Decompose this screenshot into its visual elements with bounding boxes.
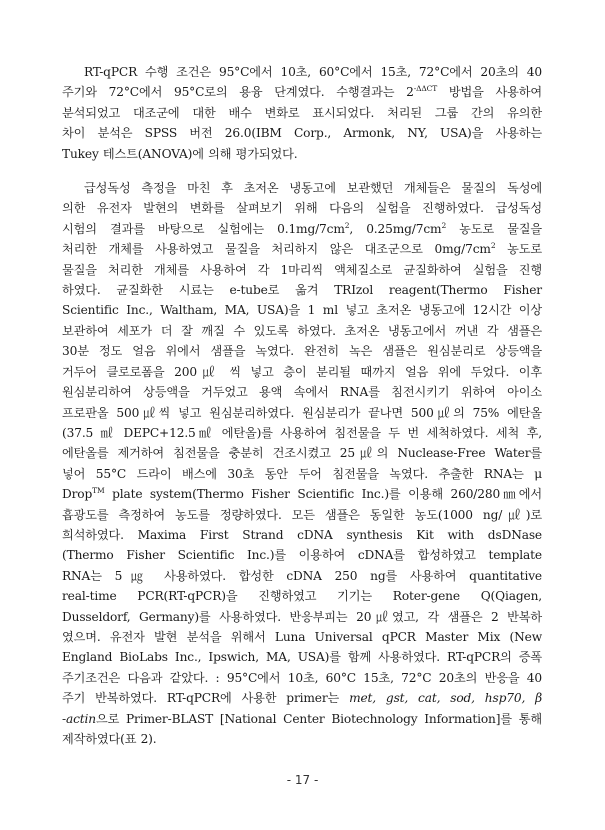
text-run: 넣어 55°C 드라이 배스에 30초 동안 두어 침전물을 녹였다. 추출한 RNA는 μ bbox=[62, 466, 542, 481]
document-page bbox=[62, 62, 542, 749]
text-run: real-time PCR(RT-qPCR)을 진행하였고 기기는 Roter-gene Q(Qiagen, bbox=[62, 589, 542, 604]
text-run: RT-qPCR 수행 조건은 95°C에서 10초, 60°C에서 15초, 72°C에서 20초의 40 bbox=[84, 65, 542, 79]
text-run: , 0.25mg/7cm bbox=[349, 221, 442, 236]
text-run: 시험의 결과를 바탕으로 실험에는 0.1mg/7cm bbox=[62, 221, 345, 236]
text-line bbox=[62, 280, 542, 300]
text-run: 하였다. 균질화한 시료는 e-tube로 옮겨 TRIzol reagent(Thermo Fisher bbox=[62, 283, 542, 298]
text-run: 주기와 72°C에서 95°C로의 용융 단계였다. 수행결과는 2 bbox=[62, 85, 414, 100]
text-line bbox=[62, 321, 542, 341]
text-line bbox=[62, 709, 542, 729]
text-run: (37.5 ㎖ DEPC+12.5㎖ 에탄올)를 사용하여 침전물을 두 번 세척하였다. 세척 후, bbox=[62, 425, 542, 440]
text-line bbox=[62, 647, 542, 667]
text-line bbox=[62, 103, 542, 123]
text-line bbox=[62, 607, 542, 627]
gene-name-italic: -actin bbox=[62, 711, 96, 726]
text-run: 으로 Primer-BLAST [National Center Biotechnology Information]를 통해 bbox=[95, 711, 542, 726]
text-run: 처리한 개체를 사용하였고 물질을 처리하지 않은 대조군으로 0mg/7cm bbox=[62, 242, 491, 257]
text-line bbox=[62, 586, 542, 606]
text-line bbox=[62, 505, 542, 525]
superscript-trademark: TM bbox=[92, 486, 105, 496]
paragraph-rna-extraction-method bbox=[62, 178, 542, 749]
text-run: England BioLabs Inc., Ipswich, MA, USA)를 함께 사용하였다. RT-qPCR의 증폭 bbox=[62, 650, 542, 665]
text-line bbox=[62, 627, 542, 647]
text-run: 원심분리하여 상등액을 거두었고 용액 속에서 RNA를 침전시키기 위하여 아이소 bbox=[62, 385, 542, 400]
text-line bbox=[62, 443, 542, 463]
text-line bbox=[62, 62, 542, 82]
text-run: RNA는 5㎍ 사용하였다. 합성한 cDNA 250 ng를 사용하여 quantitative bbox=[62, 568, 542, 583]
superscript-squared: 2 bbox=[344, 220, 350, 230]
text-line bbox=[62, 260, 542, 280]
text-line bbox=[62, 300, 542, 320]
text-line bbox=[62, 239, 542, 259]
text-line bbox=[62, 545, 542, 565]
text-line bbox=[62, 566, 542, 586]
text-run: 주기조건은 다음과 같았다. : 95°C에서 10초, 60°C 15초, 72°C 20초의 반응을 40 bbox=[62, 670, 542, 685]
text-run: 농도로 bbox=[495, 242, 543, 257]
text-run: 거두어 클로로폼을 200㎕ 씩 넣고 층이 분리될 때까지 얼음 위에 두었다. 이후 bbox=[62, 364, 542, 379]
text-line bbox=[62, 484, 542, 504]
text-run: 분석되었고 대조군에 대한 배수 변화로 표시되었다. 처리된 그룹 간의 유의한 bbox=[62, 105, 542, 120]
text-run: 30분 정도 얼음 위에서 샘플을 녹였다. 완전히 녹은 샘플은 원심분리로 상등액을 bbox=[62, 344, 542, 359]
text-run: 프로판올 500㎕씩 넣고 원심분리하였다. 원심분리가 끝나면 500㎕의 75% 에탄올 bbox=[62, 405, 542, 420]
text-line bbox=[62, 144, 542, 164]
text-line bbox=[62, 198, 542, 218]
superscript-delta-delta-ct: -ΔΔCT bbox=[413, 84, 438, 94]
text-run: 급성독성 측정을 마친 후 초저온 냉동고에 보관했던 개체들은 물질의 독성에 bbox=[84, 181, 542, 196]
text-line bbox=[62, 688, 542, 708]
text-run: 방법을 사용하여 bbox=[437, 85, 543, 100]
superscript-squared: 2 bbox=[441, 220, 447, 230]
page-number: - 17 - bbox=[286, 773, 319, 787]
text-line bbox=[62, 668, 542, 688]
superscript-squared: 2 bbox=[490, 241, 496, 251]
text-line bbox=[62, 525, 542, 545]
text-line bbox=[62, 82, 542, 102]
text-line bbox=[62, 123, 542, 143]
text-run: 였으며. 유전자 발현 분석을 위해서 Luna Universal qPCR Master Mix (New bbox=[62, 629, 542, 644]
text-line bbox=[62, 423, 542, 443]
text-run: 의한 유전자 발현의 변화를 살펴보기 위해 다음의 실험을 진행하였다. 급성독성 bbox=[62, 201, 542, 216]
text-run: plate system(Thermo Fisher Scientific Inc.)를 이용해 260/280㎚에서 bbox=[104, 487, 542, 502]
text-line bbox=[62, 729, 542, 749]
text-line bbox=[62, 464, 542, 484]
text-line bbox=[62, 178, 542, 198]
text-line bbox=[62, 219, 542, 239]
text-run: 제작하였다(표 2). bbox=[62, 732, 157, 746]
text-run: Scientific Inc., Waltham, MA, USA)을 1 ml 넣고 초저온 냉동고에 12시간 이상 bbox=[62, 303, 542, 318]
text-line bbox=[62, 382, 542, 402]
text-run: 차이 분석은 SPSS 버전 26.0(IBM Corp., Armonk, NY, USA)을 사용하는 bbox=[62, 126, 542, 141]
paragraph-rtqpcr-conditions bbox=[62, 62, 542, 164]
text-line bbox=[62, 341, 542, 361]
text-run: Tukey 테스트(ANOVA)에 의해 평가되었다. bbox=[62, 146, 298, 161]
text-run: 농도로 물질을 bbox=[446, 221, 542, 236]
gene-names-italic: met, gst, cat, sod, hsp70, β bbox=[349, 691, 542, 706]
text-run: 보관하여 세포가 더 잘 깨질 수 있도록 하였다. 초저온 냉동고에서 꺼낸 각 샘플은 bbox=[62, 323, 542, 338]
text-run: 에탄올를 제거하여 침전물을 충분히 건조시켰고 25㎕의 Nuclease-Free Water를 bbox=[62, 446, 542, 461]
text-run: Drop bbox=[62, 487, 93, 502]
text-run: (Thermo Fisher Scientific Inc.)를 이용하여 cDNA를 합성하였고 template bbox=[62, 548, 542, 563]
text-run: 주기 반복하였다. RT-qPCR에 사용한 primer는 bbox=[62, 691, 350, 706]
text-run: 물질을 처리한 개체를 사용하여 각 1마리씩 액체질소로 균질화하여 실험을 진행 bbox=[62, 262, 542, 277]
text-line bbox=[62, 362, 542, 382]
text-run: 희석하였다. Maxima First Strand cDNA synthesis Kit with dsDNase bbox=[62, 527, 542, 542]
text-run: Dusseldorf, Germany)를 사용하였다. 반응부피는 20㎕였고, 각 샘플은 2 반복하 bbox=[62, 609, 542, 624]
text-run: 흡광도를 측정하여 농도를 정량하였다. 모든 샘플은 동일한 농도(1000 ng/㎕)로 bbox=[62, 507, 542, 522]
text-line bbox=[62, 403, 542, 423]
